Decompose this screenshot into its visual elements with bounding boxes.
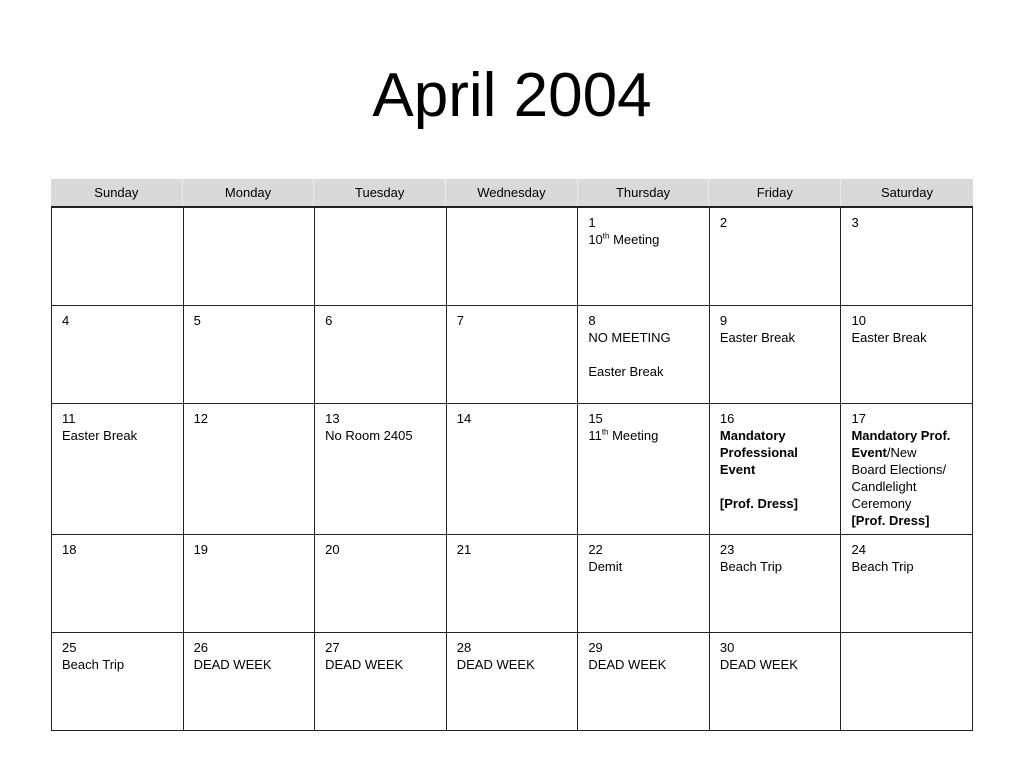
calendar-grid	[51, 206, 973, 731]
day-cell-2	[710, 208, 842, 305]
day-cell-empty	[184, 208, 316, 305]
day-event: Event	[719, 462, 756, 477]
day-event: Beach Trip	[851, 559, 914, 574]
day-number: 17	[851, 411, 866, 426]
day-number: 27	[325, 640, 340, 655]
day-cell-29	[578, 633, 710, 730]
day-event: Professional	[719, 445, 798, 460]
day-event: DEAD WEEK	[193, 657, 272, 672]
day-event: Event/New	[851, 445, 917, 460]
day-number: 22	[588, 542, 603, 557]
day-cell-26	[184, 633, 316, 730]
day-number: 11	[62, 411, 76, 426]
day-number: 15	[588, 411, 603, 426]
day-event: Candlelight	[851, 479, 917, 494]
day-cell-24	[841, 535, 972, 632]
day-event: Easter Break	[62, 428, 138, 443]
day-number: 24	[851, 542, 866, 557]
day-cell-empty	[315, 208, 447, 305]
day-cell-8	[578, 306, 710, 403]
day-cell-15	[578, 404, 710, 534]
day-number: 9	[719, 313, 728, 328]
day-event: DEAD WEEK	[719, 657, 798, 672]
week-row	[52, 404, 972, 535]
day-cell-25	[52, 633, 184, 730]
day-cell-11	[52, 404, 184, 534]
week-row	[52, 535, 972, 633]
day-cell-13	[315, 404, 447, 534]
day-number: 23	[719, 542, 735, 557]
day-event: Mandatory	[719, 428, 786, 443]
day-cell-19	[184, 535, 316, 632]
day-number: 29	[588, 640, 603, 655]
day-cell-22	[578, 535, 710, 632]
weekday-tuesday: Tuesday	[314, 179, 446, 206]
day-event: 10th Meeting	[588, 231, 660, 247]
day-cell-30	[710, 633, 842, 730]
day-number: 14	[456, 411, 472, 426]
day-cell-23	[710, 535, 842, 632]
day-cell-14	[447, 404, 579, 534]
day-number: 2	[719, 215, 728, 230]
week-row	[52, 306, 972, 404]
day-number: 12	[193, 411, 209, 426]
week-row	[52, 208, 972, 306]
day-event: DEAD WEEK	[456, 657, 535, 672]
day-number: 21	[456, 542, 472, 557]
day-cell-empty	[52, 208, 184, 305]
day-cell-7	[447, 306, 579, 403]
day-cell-9	[710, 306, 842, 403]
day-event: Beach Trip	[719, 559, 783, 574]
day-event: Easter Break	[719, 330, 796, 345]
day-cell-5	[184, 306, 316, 403]
day-cell-empty	[841, 633, 972, 730]
weekday-wednesday: Wednesday	[446, 179, 578, 206]
weekday-sunday: Sunday	[51, 179, 183, 206]
day-cell-20	[315, 535, 447, 632]
day-cell-28	[447, 633, 579, 730]
day-number: 19	[193, 542, 209, 557]
day-event: [Prof. Dress]	[851, 513, 930, 528]
weekday-friday: Friday	[709, 179, 841, 206]
calendar-title: April 2004	[372, 61, 652, 130]
day-event: Beach Trip	[62, 657, 125, 672]
day-number: 6	[325, 313, 333, 328]
day-event: Demit	[588, 559, 623, 574]
day-number: 7	[456, 313, 464, 328]
day-number: 16	[719, 411, 735, 426]
day-number: 30	[719, 640, 735, 655]
week-row	[52, 633, 972, 730]
day-cell-17	[841, 404, 972, 534]
day-cell-1	[578, 208, 710, 305]
day-number: 13	[325, 411, 340, 426]
day-cell-16	[710, 404, 842, 534]
day-number: 25	[62, 640, 77, 655]
day-event: DEAD WEEK	[588, 657, 667, 672]
day-number: 5	[193, 313, 201, 328]
day-cell-3	[841, 208, 972, 305]
day-event: [Prof. Dress]	[719, 496, 798, 511]
day-number: 20	[325, 542, 340, 557]
day-number: 8	[588, 313, 596, 328]
day-event: Easter Break	[851, 330, 927, 345]
day-event: 11th Meeting	[588, 427, 659, 443]
day-event: Board Elections/	[851, 462, 947, 477]
weekday-thursday: Thursday	[578, 179, 710, 206]
weekday-header	[51, 179, 973, 206]
day-cell-18	[52, 535, 184, 632]
day-number: 26	[193, 640, 209, 655]
day-cell-empty	[447, 208, 579, 305]
day-cell-10	[841, 306, 972, 403]
day-cell-12	[184, 404, 316, 534]
weekday-saturday: Saturday	[880, 185, 933, 200]
calendar	[51, 179, 973, 731]
day-event: Mandatory Prof.	[851, 428, 951, 443]
day-number: 3	[851, 215, 859, 230]
day-number: 28	[456, 640, 472, 655]
day-cell-6	[315, 306, 447, 403]
day-number: 10	[851, 313, 866, 328]
day-number: 1	[588, 215, 596, 230]
day-number: 18	[62, 542, 77, 557]
weekday-monday: Monday	[183, 179, 315, 206]
day-cell-27	[315, 633, 447, 730]
day-number: 4	[62, 313, 70, 328]
day-event: Easter Break	[588, 364, 664, 379]
day-event: DEAD WEEK	[325, 657, 404, 672]
day-event: No Room 2405	[325, 428, 413, 443]
day-event: NO MEETING	[588, 330, 671, 345]
day-cell-21	[447, 535, 579, 632]
day-event: Ceremony	[851, 496, 912, 511]
day-cell-4	[52, 306, 184, 403]
